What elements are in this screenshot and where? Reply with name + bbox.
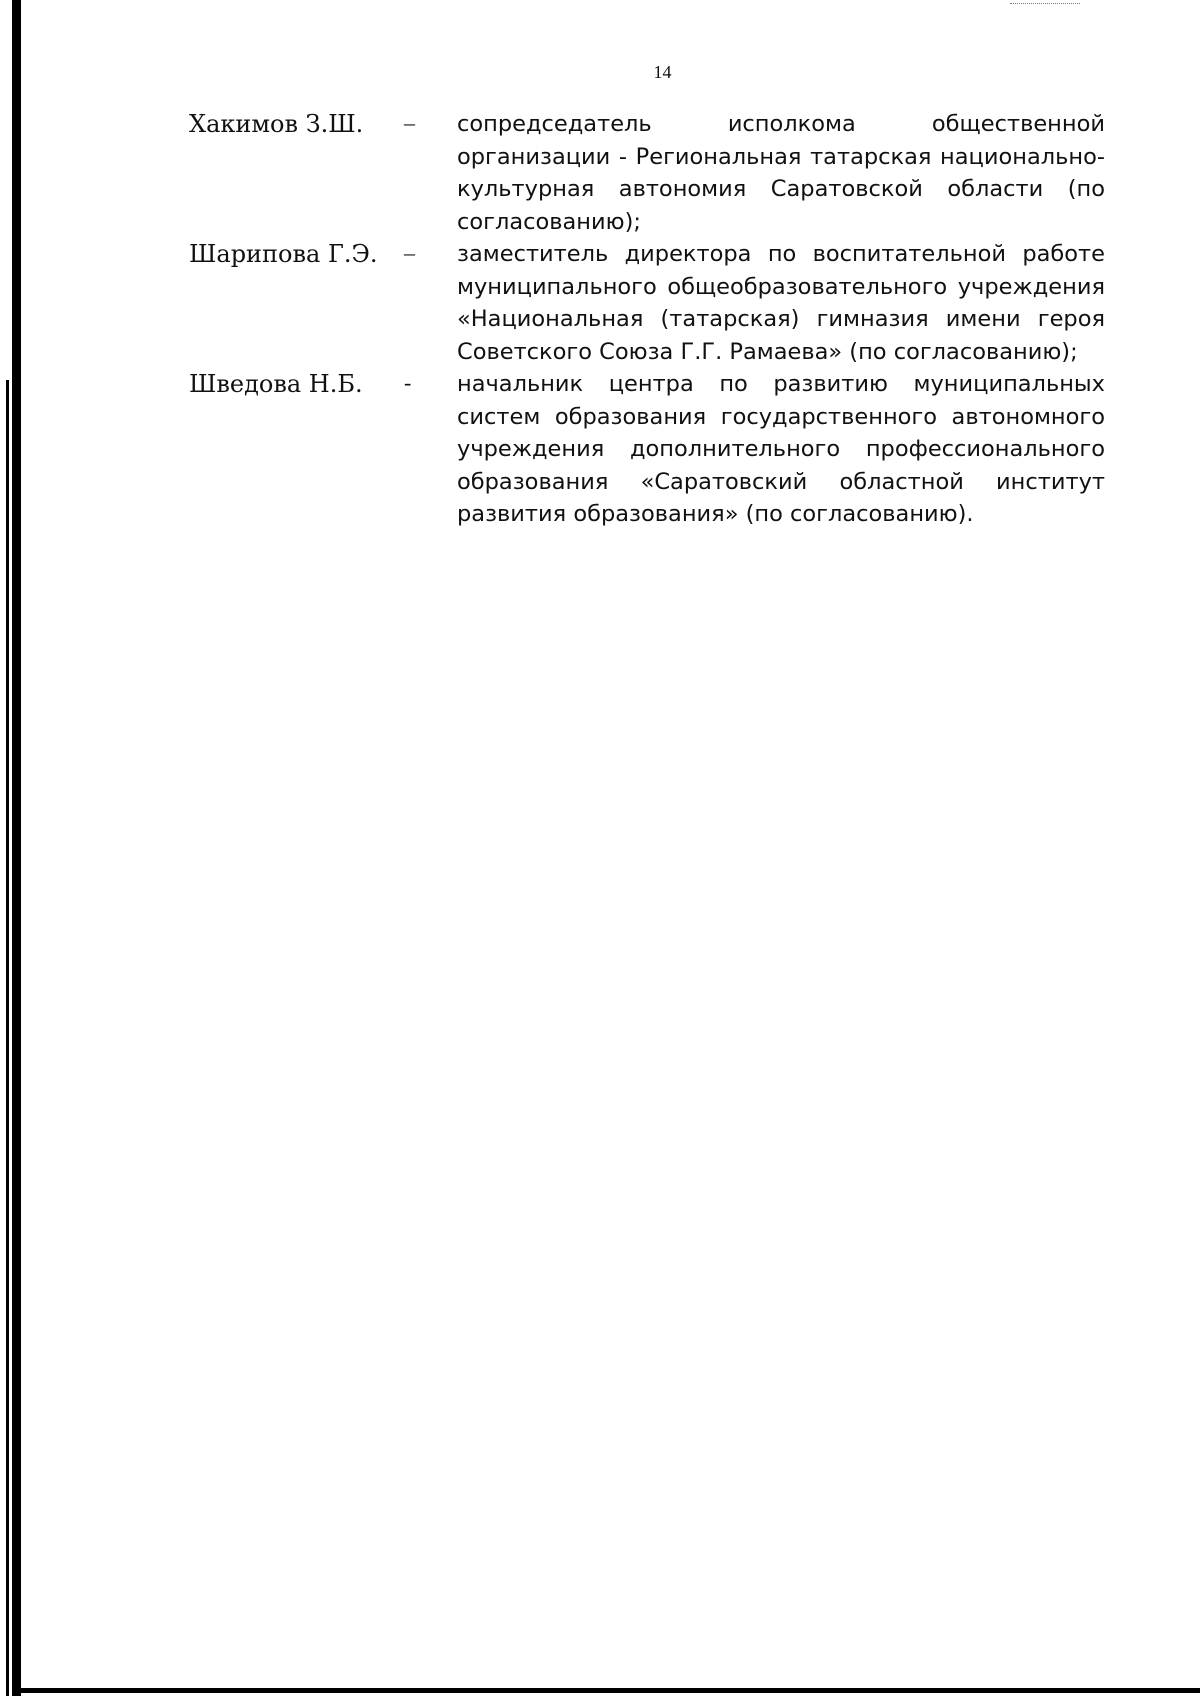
scan-left-border-thin xyxy=(6,380,9,1696)
member-row xyxy=(189,368,1109,531)
member-list xyxy=(189,108,1109,531)
member-dash: - xyxy=(404,370,412,395)
member-dash: – xyxy=(404,240,415,265)
member-row xyxy=(189,108,1109,238)
member-name: Шарипова Г.Э. xyxy=(189,240,378,268)
member-description: заместитель директора по воспитательной работе муниципального общеобразовательного учреждения «Национальная (татарская) гимназия имени героя Советского Союза Г.Г. Рамаева» (по согласованию); xyxy=(457,241,1105,365)
member-description: сопредседатель исполкома общественной организации - Региональная татарская национально-культурная автономия Саратовской области (по согласованию); xyxy=(457,111,1105,235)
member-row xyxy=(189,238,1109,368)
scan-top-mark xyxy=(1010,0,1080,4)
member-name: Шведова Н.Б. xyxy=(189,370,363,398)
page-number: 14 xyxy=(653,62,672,82)
scan-left-border xyxy=(12,0,21,1696)
scan-bottom-border xyxy=(12,1688,1200,1693)
member-description: начальник центра по развитию муниципальных систем образования государственного автономного учреждения дополнительного профессионального образования «Саратовский областной институт развития образования» (по согласованию). xyxy=(457,371,1105,527)
member-name: Хакимов З.Ш. xyxy=(189,110,364,138)
member-dash: – xyxy=(404,110,415,135)
